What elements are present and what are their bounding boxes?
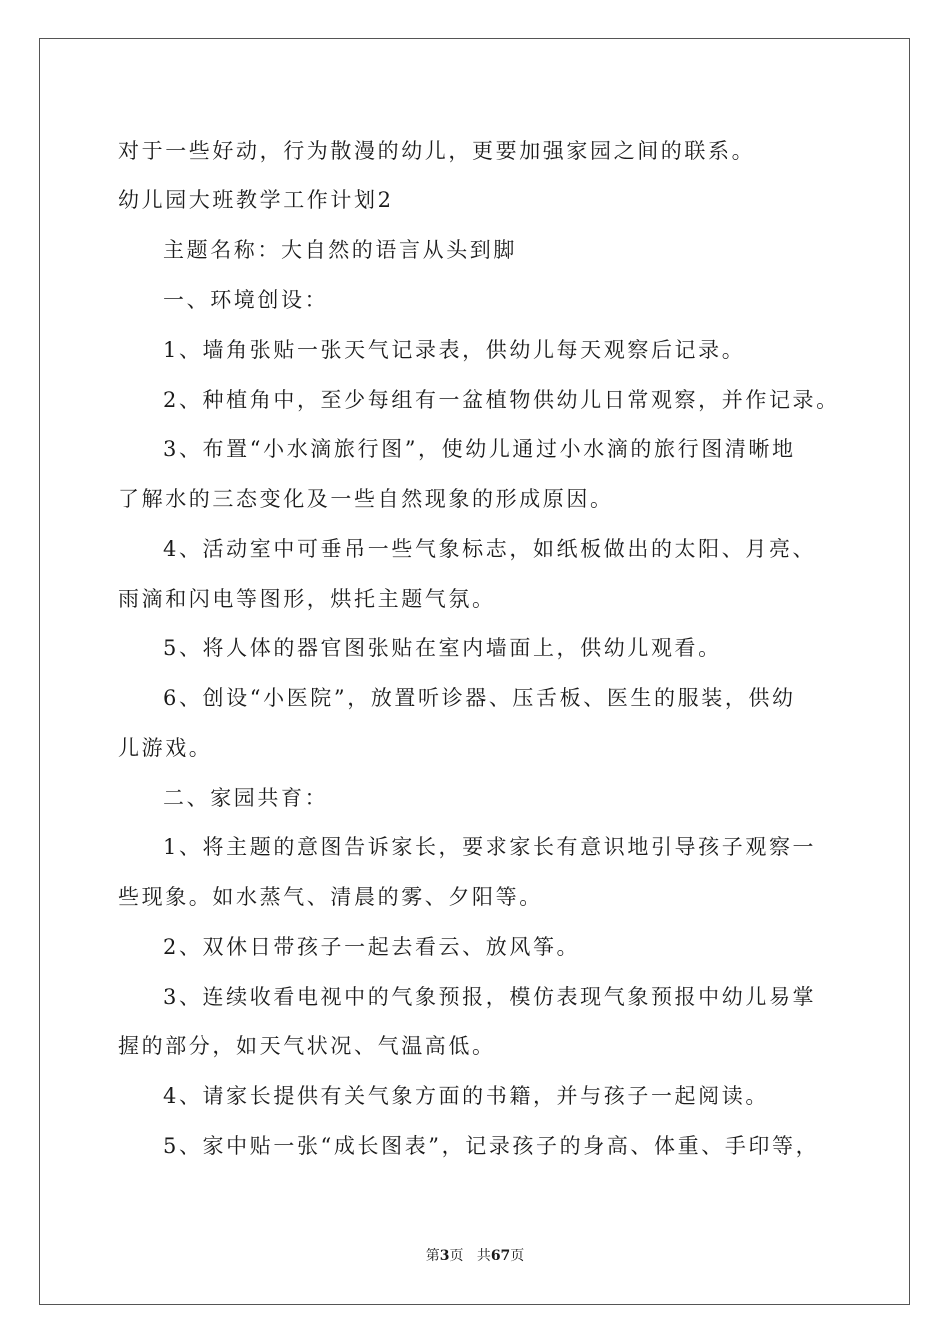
page-total: 67	[490, 1248, 511, 1264]
page-current: 3	[439, 1248, 450, 1264]
paragraph-line: 6、创设“小医院”，放置听诊器、压舌板、医生的服装，供幼	[163, 686, 796, 710]
paragraph-line: 2、双休日带孩子一起去看云、放风筝。	[163, 935, 581, 959]
paragraph-line: 2、种植角中，至少每组有一盆植物供幼儿日常观察，并作记录。	[163, 388, 840, 412]
paragraph-line: 了解水的三态变化及一些自然现象的形成原因。	[118, 487, 614, 511]
page-footer	[0, 1247, 950, 1265]
paragraph-line: 儿游戏。	[118, 736, 213, 760]
page-suffix: 页	[449, 1248, 464, 1264]
section-heading: 二、家园共育：	[163, 786, 329, 810]
page-border	[39, 38, 910, 1305]
paragraph-line: 1、墙角张贴一张天气记录表，供幼儿每天观察后记录。	[163, 338, 746, 362]
total-prefix: 共	[476, 1248, 491, 1264]
paragraph-line: 3、连续收看电视中的气象预报，模仿表现气象预报中幼儿易掌	[163, 985, 817, 1009]
total-suffix: 页	[510, 1248, 525, 1264]
paragraph-line: 对于一些好动，行为散漫的幼儿，更要加强家园之间的联系。	[118, 139, 756, 163]
paragraph-line: 5、将人体的器官图张贴在室内墙面上，供幼儿观看。	[163, 636, 722, 660]
section-heading: 一、环境创设：	[163, 288, 329, 312]
paragraph-line: 5、家中贴一张“成长图表”，记录孩子的身高、体重、手印等，	[163, 1134, 820, 1158]
paragraph-line: 雨滴和闪电等图形，烘托主题气氛。	[118, 587, 496, 611]
paragraph-line: 4、请家长提供有关气象方面的书籍，并与孩子一起阅读。	[163, 1084, 769, 1108]
paragraph-line: 3、布置“小水滴旅行图”，使幼儿通过小水滴的旅行图清晰地	[163, 437, 796, 461]
paragraph-line: 4、活动室中可垂吊一些气象标志，如纸板做出的太阳、月亮、	[163, 537, 817, 561]
paragraph-line: 主题名称：大自然的语言从头到脚	[163, 238, 517, 262]
section-title: 幼儿园大班教学工作计划2	[118, 188, 394, 212]
paragraph-line: 1、将主题的意图告诉家长，要求家长有意识地引导孩子观察一	[163, 835, 817, 859]
page-prefix: 第	[425, 1248, 440, 1264]
paragraph-line: 握的部分，如天气状况、气温高低。	[118, 1034, 496, 1058]
paragraph-line: 些现象。如水蒸气、清晨的雾、夕阳等。	[118, 885, 543, 909]
